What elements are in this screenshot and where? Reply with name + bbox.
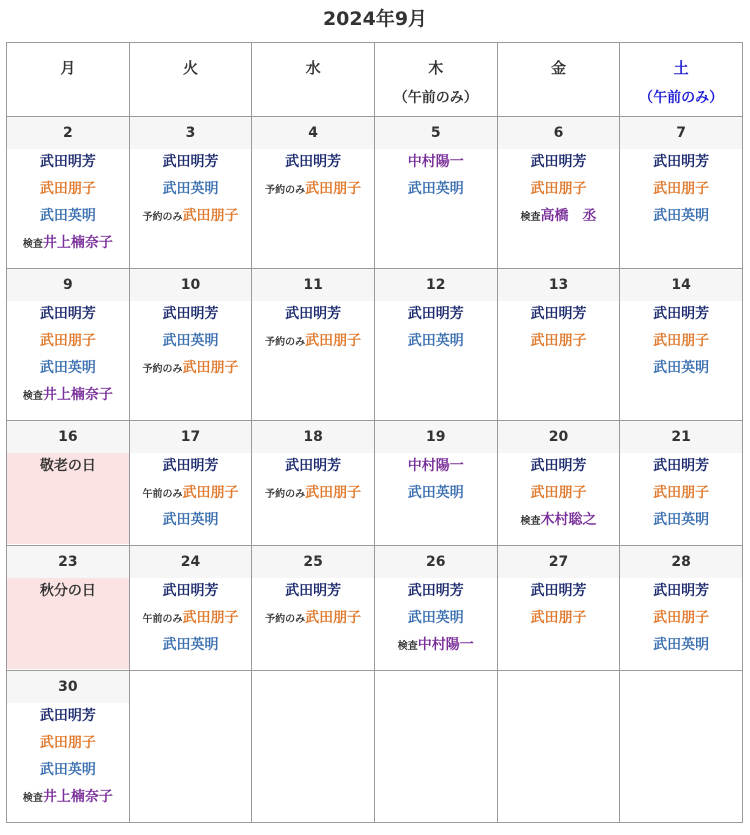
doctor-entry — [375, 578, 497, 605]
doctor-name: 武田明芳 — [285, 306, 342, 322]
doctor-entry — [130, 328, 252, 355]
day-number: 7 — [620, 117, 742, 149]
doctor-list — [252, 453, 374, 507]
doctor-list — [375, 149, 497, 203]
doctor-name: 武田明芳 — [162, 458, 219, 474]
day-number: 11 — [252, 269, 374, 301]
week-row — [7, 421, 743, 546]
doctor-entry — [620, 149, 742, 176]
doctor-name: 武田明芳 — [39, 154, 96, 170]
entry-note: 予約のみ — [265, 489, 306, 500]
doctor-entry — [620, 176, 742, 203]
doctor-entry — [7, 230, 129, 257]
doctor-name: 武田朋子 — [653, 333, 710, 349]
doctor-name: 武田英明 — [162, 333, 219, 349]
day-cell — [374, 269, 497, 421]
doctor-entry — [130, 578, 252, 605]
week-row — [7, 671, 743, 823]
doctor-list — [620, 453, 742, 534]
doctor-entry — [498, 480, 620, 507]
day-number: 23 — [7, 546, 129, 578]
doctor-entry — [7, 730, 129, 757]
weekday-thu — [374, 43, 497, 117]
entry-note: 検査 — [520, 212, 541, 223]
weekday-wed — [252, 43, 375, 117]
doctor-name: 武田明芳 — [162, 154, 219, 170]
day-number: 3 — [130, 117, 252, 149]
empty-day-cell — [252, 671, 375, 823]
doctor-name: 武田英明 — [162, 181, 219, 197]
doctor-entry — [7, 355, 129, 382]
doctor-entry — [620, 453, 742, 480]
doctor-entry — [498, 453, 620, 480]
doctor-name: 高橋 丞 — [540, 208, 597, 224]
doctor-list — [498, 578, 620, 632]
week-row — [7, 546, 743, 671]
doctor-list — [130, 149, 252, 230]
doctor-name: 武田朋子 — [530, 610, 587, 626]
weekday-header-row — [7, 43, 743, 117]
day-cell — [497, 117, 620, 269]
doctor-name: 中村陽一 — [407, 154, 464, 170]
weekday-label: 土 — [673, 59, 689, 77]
day-cell — [252, 421, 375, 546]
calendar-table — [6, 42, 743, 823]
doctor-entry — [498, 301, 620, 328]
doctor-name: 武田明芳 — [530, 306, 587, 322]
weekday-label: 火 — [182, 59, 198, 77]
day-number: 6 — [498, 117, 620, 149]
doctor-name: 武田明芳 — [285, 583, 342, 599]
doctor-name: 武田英明 — [653, 512, 710, 528]
day-cell — [252, 117, 375, 269]
day-number: 4 — [252, 117, 374, 149]
day-cell — [129, 269, 252, 421]
doctor-name: 武田明芳 — [653, 306, 710, 322]
weekday-mon — [7, 43, 130, 117]
doctor-entry — [375, 149, 497, 176]
day-number: 2 — [7, 117, 129, 149]
empty-day-cell — [374, 671, 497, 823]
doctor-entry — [498, 605, 620, 632]
empty-day-cell — [620, 671, 743, 823]
week-row — [7, 117, 743, 269]
doctor-name: 武田英明 — [407, 333, 464, 349]
empty-day-cell — [497, 671, 620, 823]
day-cell — [129, 546, 252, 671]
doctor-entry — [620, 301, 742, 328]
day-cell — [252, 546, 375, 671]
doctor-entry — [620, 605, 742, 632]
doctor-name: 武田明芳 — [162, 306, 219, 322]
entry-note: 午前のみ — [142, 489, 183, 500]
doctor-name: 武田明芳 — [530, 154, 587, 170]
doctor-name: 武田明芳 — [39, 708, 96, 724]
doctor-list — [620, 301, 742, 382]
doctor-list — [620, 149, 742, 230]
doctor-list — [620, 578, 742, 659]
doctor-list — [375, 453, 497, 507]
doctor-entry — [375, 480, 497, 507]
doctor-list — [252, 149, 374, 203]
doctor-entry — [7, 149, 129, 176]
doctor-list — [252, 301, 374, 355]
doctor-name: 武田朋子 — [305, 181, 362, 197]
day-number: 30 — [7, 671, 129, 703]
day-number: 24 — [130, 546, 252, 578]
doctor-entry — [130, 355, 252, 382]
doctor-entry — [252, 328, 374, 355]
entry-note: 予約のみ — [142, 364, 183, 375]
weekday-label: 月 — [60, 59, 76, 77]
doctor-entry — [498, 176, 620, 203]
doctor-name: 武田朋子 — [653, 485, 710, 501]
doctor-name: 中村陽一 — [407, 458, 464, 474]
doctor-entry — [130, 203, 252, 230]
doctor-name: 武田朋子 — [182, 485, 239, 501]
doctor-entry — [252, 480, 374, 507]
doctor-entry — [130, 632, 252, 659]
doctor-name: 武田英明 — [162, 512, 219, 528]
doctor-name: 武田朋子 — [305, 333, 362, 349]
doctor-name: 武田英明 — [39, 762, 96, 778]
doctor-entry — [375, 605, 497, 632]
doctor-name: 武田明芳 — [407, 583, 464, 599]
day-cell — [129, 421, 252, 546]
day-number: 5 — [375, 117, 497, 149]
day-cell — [7, 671, 130, 823]
doctor-name: 武田朋子 — [530, 333, 587, 349]
entry-note: 検査 — [520, 516, 541, 527]
doctor-entry — [7, 176, 129, 203]
doctor-name: 武田朋子 — [653, 610, 710, 626]
doctor-name: 武田明芳 — [530, 583, 587, 599]
weekday-label: 木 — [428, 59, 444, 77]
doctor-name: 武田英明 — [39, 360, 96, 376]
day-cell — [620, 269, 743, 421]
doctor-list — [7, 703, 129, 811]
day-cell — [620, 117, 743, 269]
doctor-entry — [498, 328, 620, 355]
doctor-list — [252, 578, 374, 632]
doctor-entry — [7, 301, 129, 328]
doctor-name: 武田明芳 — [162, 583, 219, 599]
entry-note: 検査 — [22, 793, 43, 804]
day-number: 19 — [375, 421, 497, 453]
doctor-entry — [7, 203, 129, 230]
doctor-entry — [252, 176, 374, 203]
day-number: 28 — [620, 546, 742, 578]
day-cell — [497, 421, 620, 546]
day-cell — [129, 117, 252, 269]
day-number: 10 — [130, 269, 252, 301]
doctor-name: 武田明芳 — [285, 154, 342, 170]
doctor-entry — [252, 453, 374, 480]
doctor-entry — [375, 328, 497, 355]
doctor-entry — [252, 605, 374, 632]
empty-day-cell — [129, 671, 252, 823]
doctor-name: 武田朋子 — [39, 333, 96, 349]
entry-note: 検査 — [397, 641, 418, 652]
day-number: 27 — [498, 546, 620, 578]
doctor-name: 武田英明 — [407, 485, 464, 501]
doctor-name: 武田朋子 — [305, 485, 362, 501]
doctor-name: 武田明芳 — [653, 583, 710, 599]
doctor-name: 武田英明 — [162, 637, 219, 653]
doctor-entry — [130, 480, 252, 507]
doctor-entry — [498, 578, 620, 605]
doctor-name: 木村聡之 — [540, 512, 597, 528]
calendar-title: 2024年9月 — [322, 8, 428, 30]
day-number: 26 — [375, 546, 497, 578]
doctor-entry — [252, 578, 374, 605]
doctor-name: 武田英明 — [653, 637, 710, 653]
doctor-name: 武田朋子 — [182, 208, 239, 224]
doctor-entry — [252, 149, 374, 176]
doctor-name: 武田英明 — [39, 208, 96, 224]
doctor-list — [375, 301, 497, 355]
day-number: 9 — [7, 269, 129, 301]
doctor-list — [498, 301, 620, 355]
doctor-entry — [498, 149, 620, 176]
day-number: 17 — [130, 421, 252, 453]
day-cell — [7, 269, 130, 421]
doctor-entry — [620, 203, 742, 230]
holiday-label: 秋分の日 — [7, 578, 129, 669]
doctor-entry — [130, 149, 252, 176]
doctor-list — [498, 453, 620, 534]
doctor-name: 武田英明 — [653, 208, 710, 224]
day-number: 21 — [620, 421, 742, 453]
week-row — [7, 269, 743, 421]
doctor-entry — [375, 632, 497, 659]
doctor-list — [7, 149, 129, 257]
doctor-name: 武田明芳 — [39, 306, 96, 322]
day-number: 18 — [252, 421, 374, 453]
doctor-entry — [375, 301, 497, 328]
doctor-entry — [130, 605, 252, 632]
doctor-entry — [7, 757, 129, 784]
weekday-tue — [129, 43, 252, 117]
doctor-entry — [7, 703, 129, 730]
doctor-entry — [375, 176, 497, 203]
day-cell — [374, 546, 497, 671]
doctor-name: 武田朋子 — [530, 485, 587, 501]
doctor-entry — [130, 453, 252, 480]
weekday-sat — [620, 43, 743, 117]
entry-note: 検査 — [22, 239, 43, 250]
doctor-list — [130, 578, 252, 659]
doctor-name: 武田明芳 — [530, 458, 587, 474]
weekday-label: 水 — [305, 59, 321, 77]
day-cell — [7, 421, 130, 546]
doctor-entry — [498, 203, 620, 230]
doctor-entry — [620, 480, 742, 507]
doctor-entry — [7, 784, 129, 811]
entry-note: 予約のみ — [142, 212, 183, 223]
doctor-list — [130, 453, 252, 534]
doctor-name: 武田朋子 — [182, 610, 239, 626]
day-number: 12 — [375, 269, 497, 301]
doctor-name: 武田朋子 — [39, 735, 96, 751]
doctor-name: 武田朋子 — [530, 181, 587, 197]
doctor-entry — [7, 328, 129, 355]
doctor-entry — [620, 507, 742, 534]
day-number: 14 — [620, 269, 742, 301]
day-cell — [252, 269, 375, 421]
day-cell — [374, 117, 497, 269]
weekday-note: （午前のみ） — [393, 90, 478, 106]
doctor-entry — [252, 301, 374, 328]
doctor-name: 武田明芳 — [407, 306, 464, 322]
day-cell — [620, 421, 743, 546]
holiday-label: 敬老の日 — [7, 453, 129, 544]
entry-note: 予約のみ — [265, 614, 306, 625]
entry-note: 予約のみ — [265, 337, 306, 348]
doctor-entry — [620, 355, 742, 382]
doctor-entry — [620, 328, 742, 355]
doctor-name: 武田明芳 — [285, 458, 342, 474]
entry-note: 検査 — [22, 391, 43, 402]
doctor-list — [7, 301, 129, 409]
doctor-entry — [7, 382, 129, 409]
doctor-entry — [130, 176, 252, 203]
doctor-entry — [498, 507, 620, 534]
doctor-entry — [620, 578, 742, 605]
doctor-name: 武田朋子 — [653, 181, 710, 197]
doctor-list — [375, 578, 497, 659]
doctor-name: 武田朋子 — [305, 610, 362, 626]
doctor-name: 井上楠奈子 — [42, 235, 113, 251]
entry-note: 予約のみ — [265, 185, 306, 196]
day-number: 16 — [7, 421, 129, 453]
day-number: 25 — [252, 546, 374, 578]
doctor-list — [130, 301, 252, 382]
doctor-name: 武田朋子 — [182, 360, 239, 376]
doctor-name: 武田英明 — [407, 181, 464, 197]
day-cell — [374, 421, 497, 546]
doctor-list — [498, 149, 620, 230]
doctor-name: 武田明芳 — [653, 154, 710, 170]
doctor-name: 武田朋子 — [39, 181, 96, 197]
day-cell — [497, 546, 620, 671]
day-cell — [7, 546, 130, 671]
day-cell — [497, 269, 620, 421]
entry-note: 午前のみ — [142, 614, 183, 625]
doctor-entry — [620, 632, 742, 659]
weekday-note: （午前のみ） — [639, 90, 724, 106]
doctor-name: 武田明芳 — [653, 458, 710, 474]
doctor-name: 井上楠奈子 — [42, 789, 113, 805]
doctor-entry — [130, 301, 252, 328]
weekday-fri — [497, 43, 620, 117]
doctor-name: 井上楠奈子 — [42, 387, 113, 403]
day-cell — [7, 117, 130, 269]
doctor-name: 武田英明 — [653, 360, 710, 376]
day-number: 13 — [498, 269, 620, 301]
doctor-entry — [130, 507, 252, 534]
doctor-entry — [375, 453, 497, 480]
doctor-name: 中村陽一 — [417, 637, 474, 653]
weekday-label: 金 — [550, 59, 566, 77]
day-number: 20 — [498, 421, 620, 453]
doctor-name: 武田英明 — [407, 610, 464, 626]
day-cell — [620, 546, 743, 671]
